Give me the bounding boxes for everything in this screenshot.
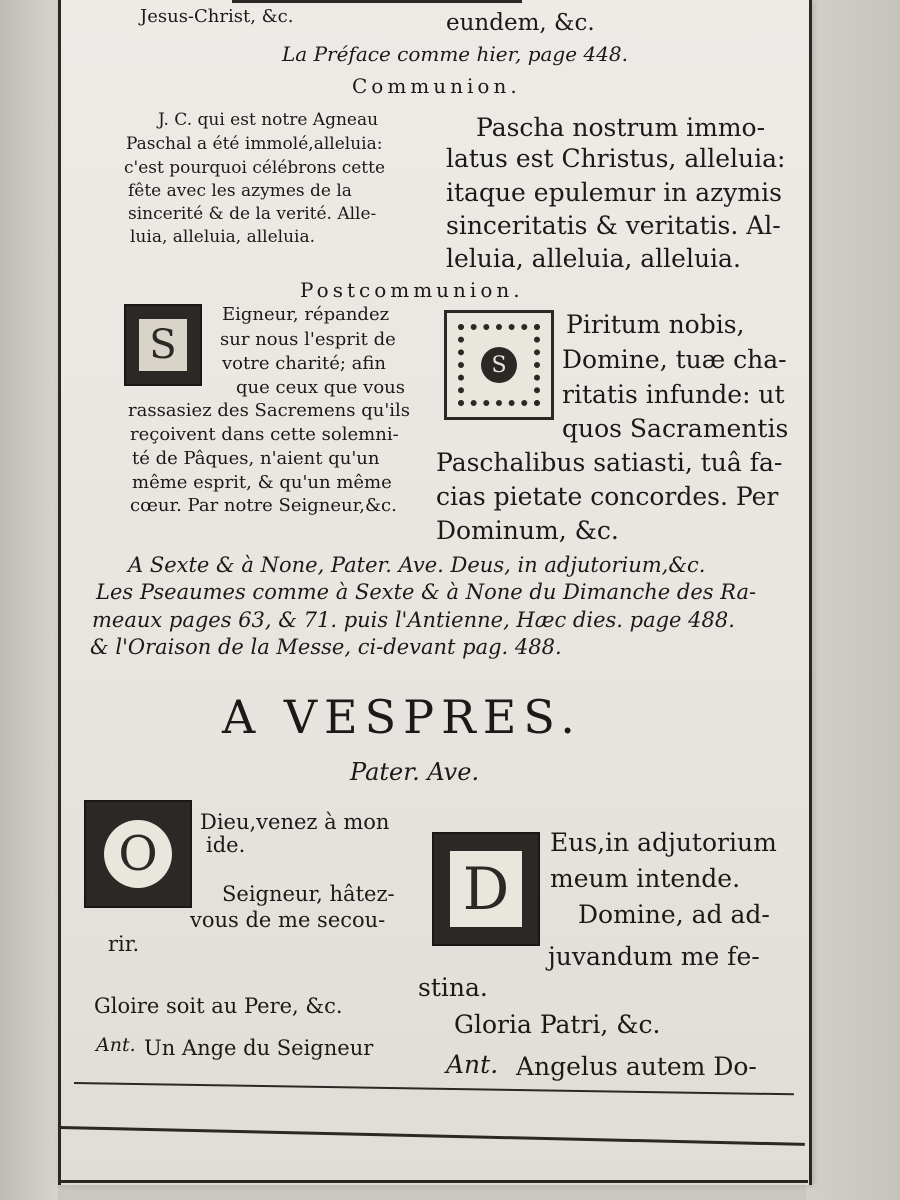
antiphon-latin: Angelus autem Do- (516, 1052, 757, 1081)
antiphon-french: Un Ange du Seigneur (144, 1036, 374, 1060)
right-background (806, 0, 900, 1200)
left-page-edge (0, 0, 58, 1200)
antiphon-label-latin: Ant. (446, 1050, 499, 1079)
header-left-fragment: Jesus-Christ, &c. (140, 6, 294, 27)
top-rule (232, 0, 522, 3)
communion-title: Communion. (352, 74, 521, 98)
preface-line: La Préface comme hier, page 448. (282, 42, 628, 66)
page-frame-bottom (58, 1180, 808, 1183)
drop-cap-o-icon (84, 800, 192, 908)
drop-cap-s-latin-icon (444, 310, 554, 420)
drop-cap-letter: O (104, 820, 172, 888)
drop-cap-letter: D (450, 851, 522, 927)
postcommunion-title: Postcommunion. (300, 278, 524, 302)
drop-cap-d-icon (432, 832, 540, 946)
vespres-subtitle: Pater. Ave. (350, 758, 480, 786)
drop-cap-letter: S (481, 347, 517, 383)
drop-cap-letter: S (139, 319, 187, 371)
gloria-latin: Gloria Patri, &c. (454, 1010, 661, 1039)
drop-cap-s-french-icon (124, 304, 202, 386)
antiphon-label-french: Ant. (96, 1034, 136, 1056)
vespres-title: A VESPRES. (222, 690, 582, 744)
header-right-fragment: eundem, &c. (446, 10, 595, 36)
gloria-french: Gloire soit au Pere, &c. (94, 994, 343, 1018)
